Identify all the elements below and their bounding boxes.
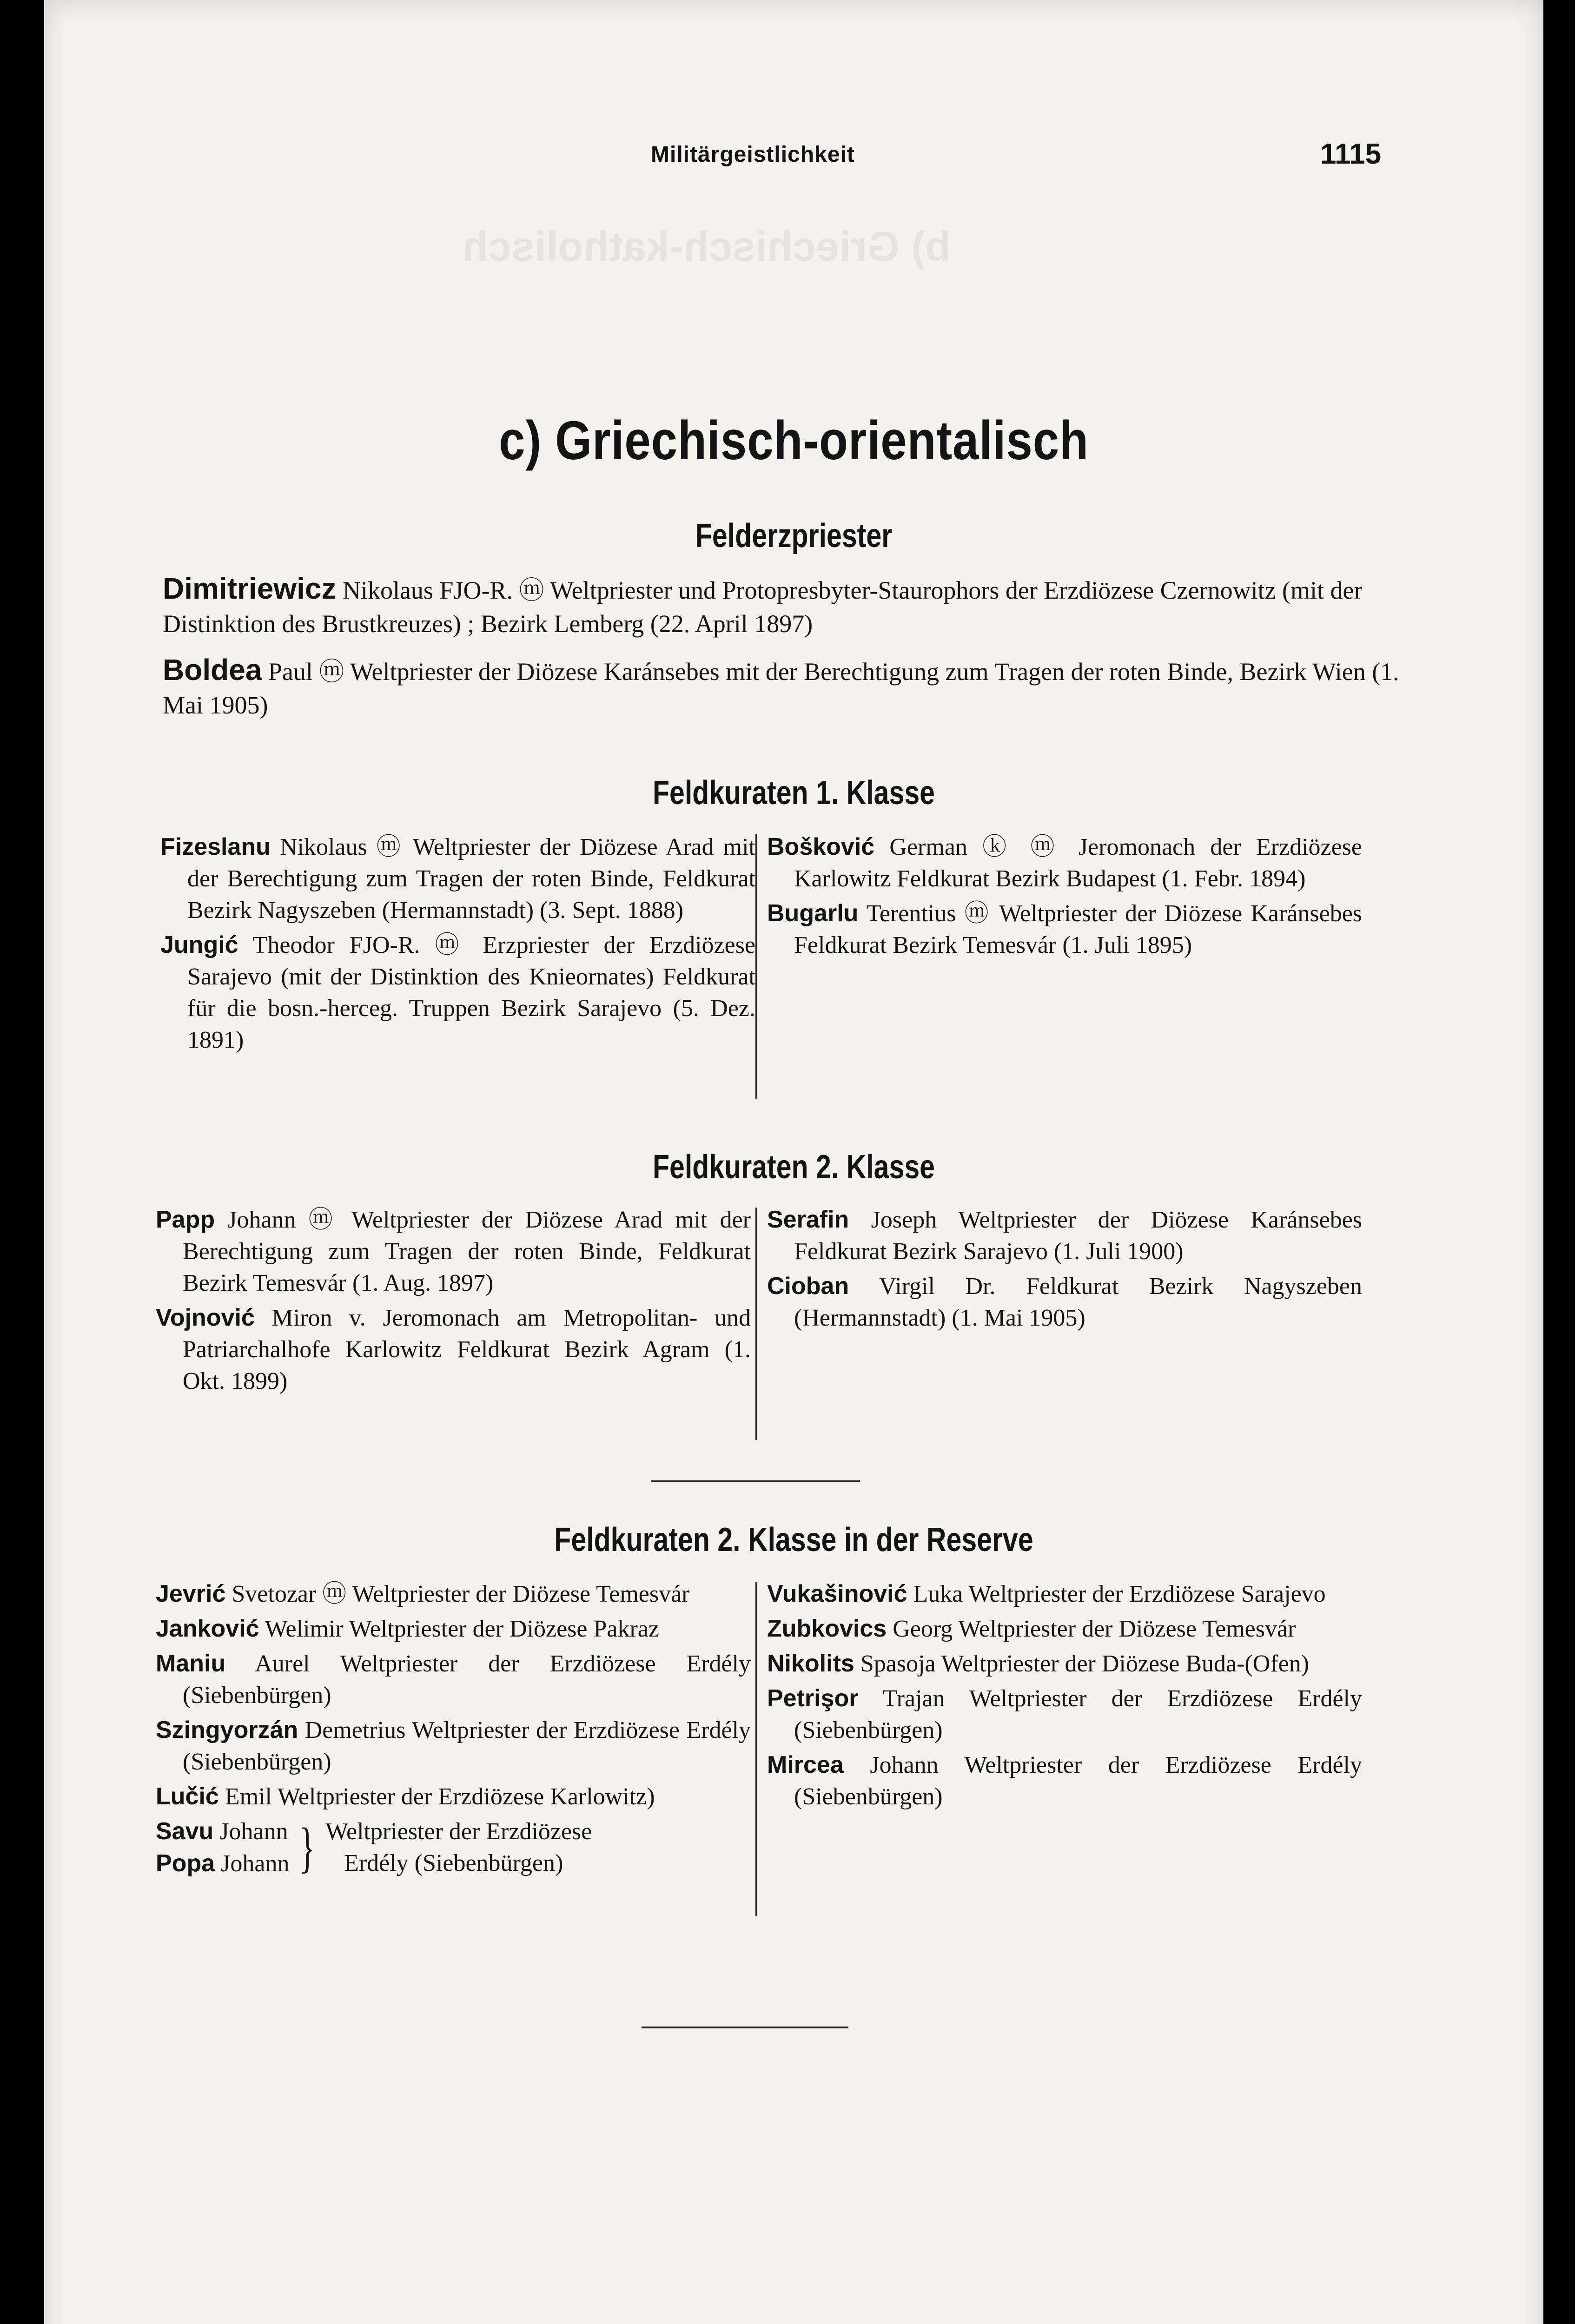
brace-group: [156, 1816, 751, 1880]
bleed-through-text: b) Griechisch-katholisch: [463, 224, 951, 270]
entry-name: Bošković: [767, 833, 875, 860]
entry-text: German ⓚ ⓜ Jeromonach der Erzdiözese Karlowitz Feldkurat Bezirk Budapest (1. Febr. 1894): [794, 834, 1363, 892]
list-item: [767, 831, 1362, 895]
entry-name: Jungić: [160, 931, 238, 958]
entry-text: Spasoja Weltpriester der Diözese Buda-(Ofen): [860, 1651, 1310, 1677]
list-item: [156, 1714, 751, 1778]
entry-name: Boldea: [163, 653, 262, 687]
column-divider: [755, 1582, 757, 1916]
entry-name: Vojnović: [156, 1304, 255, 1331]
entry-text: Georg Weltpriester der Diözese Temesvár: [893, 1616, 1296, 1642]
entry-text: Paul ⓜ Weltpriester der Diözese Karánsebes mit der Berechtigung zum Tragen der roten Binde, Bezirk Wien (1. Mai 1905): [163, 658, 1399, 719]
brace-names: [156, 1816, 289, 1880]
entry-name: Bugarlu: [767, 900, 859, 927]
entry-name: Popa: [156, 1850, 215, 1877]
list-item: [156, 1781, 751, 1813]
feldkuraten1-heading: Feldkuraten 1. Klasse: [652, 774, 935, 812]
entry-name: Janković: [156, 1615, 259, 1642]
felderzpriester-heading: Felderzpriester: [695, 517, 893, 555]
list-item: [156, 1302, 751, 1397]
feldkuraten2-left-column: [156, 1204, 751, 1400]
entry-text: Johann ⓜ Weltpriester der Diözese Arad mit der Berechtigung zum Tragen der roten Binde, Feldkurat Bezirk Temesvár (1. Aug. 1897): [183, 1207, 751, 1296]
entry-text: Terentius ⓜ Weltpriester der Diözese Karánsebes Feldkurat Bezirk Temesvár (1. Juli 1895): [794, 900, 1363, 958]
brace-text-line: Erdély (Siebenbürgen): [344, 1850, 563, 1876]
entry-text: Demetrius Weltpriester der Erzdiözese Erdély (Siebenbürgen): [183, 1717, 751, 1775]
entry-text: Virgil Dr. Feldkurat Bezirk Nagyszeben (Hermannstadt) (1. Mai 1905): [794, 1273, 1363, 1331]
brace-text: [325, 1816, 592, 1879]
list-item: [160, 831, 755, 926]
entry-name: Fizeslanu: [160, 833, 271, 860]
brace-icon: }: [299, 1816, 316, 1878]
reserve-left-column: [156, 1578, 751, 1880]
entry-name: Jevrić: [156, 1580, 226, 1607]
entry-name: Serafin: [767, 1206, 849, 1233]
entry-text: Miron v. Jeromonach am Metropolitan- und Patriarchalhofe Karlowitz Feldkurat Bezirk Agram (1. Okt. 1899): [183, 1305, 751, 1394]
entry-name: Szingyorzán: [156, 1717, 298, 1743]
list-item: [767, 1613, 1362, 1645]
entry-text: Joseph Weltpriester der Diözese Karánsebes Feldkurat Bezirk Sarajevo (1. Juli 1900): [794, 1207, 1363, 1265]
brace-text-line: Weltpriester der Erzdiözese: [325, 1818, 592, 1845]
column-divider: [755, 1208, 757, 1440]
entry-name: Zubkovics: [767, 1615, 887, 1642]
entry-name: Lučić: [156, 1783, 219, 1810]
entry-name: Papp: [156, 1206, 215, 1233]
end-rule: [642, 2027, 848, 2028]
list-item: [767, 898, 1362, 961]
page: [44, 0, 1543, 2324]
entry-text: Luka Weltpriester der Erzdiözese Sarajevo: [913, 1581, 1326, 1607]
reserve-heading: Feldkuraten 2. Klasse in der Reserve: [554, 1521, 1033, 1558]
list-item: [767, 1683, 1362, 1746]
entry-text: Theodor FJO-R. ⓜ Erzpriester der Erzdiözese Sarajevo (mit der Distinktion des Knieornates) Feldkurat für die bosn.-herceg. Truppen Bezirk Sarajevo (5. Dez. 1891): [187, 932, 756, 1053]
entry-name: Mircea: [767, 1751, 844, 1778]
section-title: c) Griechisch-orientalisch: [499, 410, 1089, 471]
list-item: [156, 1648, 751, 1711]
list-item: [156, 1613, 751, 1645]
list-item: [767, 1749, 1362, 1813]
felderzpriester-entry-1: [163, 572, 1409, 640]
list-item: [767, 1578, 1362, 1610]
list-item: [767, 1270, 1362, 1334]
entry-text: Johann Weltpriester der Erzdiözese Erdély (Siebenbürgen): [794, 1752, 1363, 1810]
column-divider: [755, 834, 757, 1099]
felderzpriester-entry-2: [163, 653, 1409, 722]
feldkuraten2-heading: Feldkuraten 2. Klasse: [652, 1149, 935, 1186]
entry-name: Cioban: [767, 1273, 849, 1300]
entry-name: Dimitriewicz: [163, 572, 337, 605]
entry-text: Welimir Weltpriester der Diözese Pakraz: [265, 1616, 659, 1642]
section-rule: [651, 1480, 860, 1482]
entry-text: Trajan Weltpriester der Erzdiözese Erdély (Siebenbürgen): [794, 1685, 1363, 1743]
entry-name: Vukašinović: [767, 1580, 907, 1607]
feldkuraten2-right-column: [767, 1204, 1362, 1337]
list-item: [156, 1204, 751, 1299]
list-item: [767, 1648, 1362, 1680]
list-item: [160, 929, 755, 1056]
list-item: [767, 1204, 1362, 1268]
entry-text: Emil Weltpriester der Erzdiözese Karlowitz): [225, 1783, 655, 1810]
entry-name: Savu: [156, 1818, 214, 1845]
entry-text: Aurel Weltpriester der Erzdiözese Erdély (Siebenbürgen): [183, 1651, 751, 1709]
entry-name: Maniu: [156, 1650, 226, 1677]
entry-text: Nikolaus ⓜ Weltpriester der Diözese Arad mit der Berechtigung zum Tragen der roten Binde, Feldkurat Bezirk Nagyszeben (Hermannstadt) (3. Sept. 1888): [187, 834, 755, 924]
feldkuraten1-left-column: [160, 831, 755, 1059]
entry-text: Johann: [221, 1850, 290, 1877]
entry-text: Nikolaus FJO-R. ⓜ Weltpriester und Protopresbyter-Staurophors der Erzdiözese Czernowitz (mit der Distinktion des Brustkreuzes) ; Bezirk Lemberg (22. April 1897): [163, 576, 1363, 638]
entry-name: Nikolits: [767, 1650, 854, 1677]
page-number: 1115: [1320, 138, 1382, 170]
entry-text: Johann: [219, 1818, 288, 1845]
entry-text: Svetozar ⓜ Weltpriester der Diözese Temesvár: [232, 1581, 690, 1607]
running-title: Militärgeistlichkeit: [651, 142, 855, 167]
reserve-right-column: [767, 1578, 1362, 1816]
entry-name: Petrişor: [767, 1685, 859, 1712]
list-item: [156, 1578, 751, 1610]
feldkuraten1-right-column: [767, 831, 1362, 964]
